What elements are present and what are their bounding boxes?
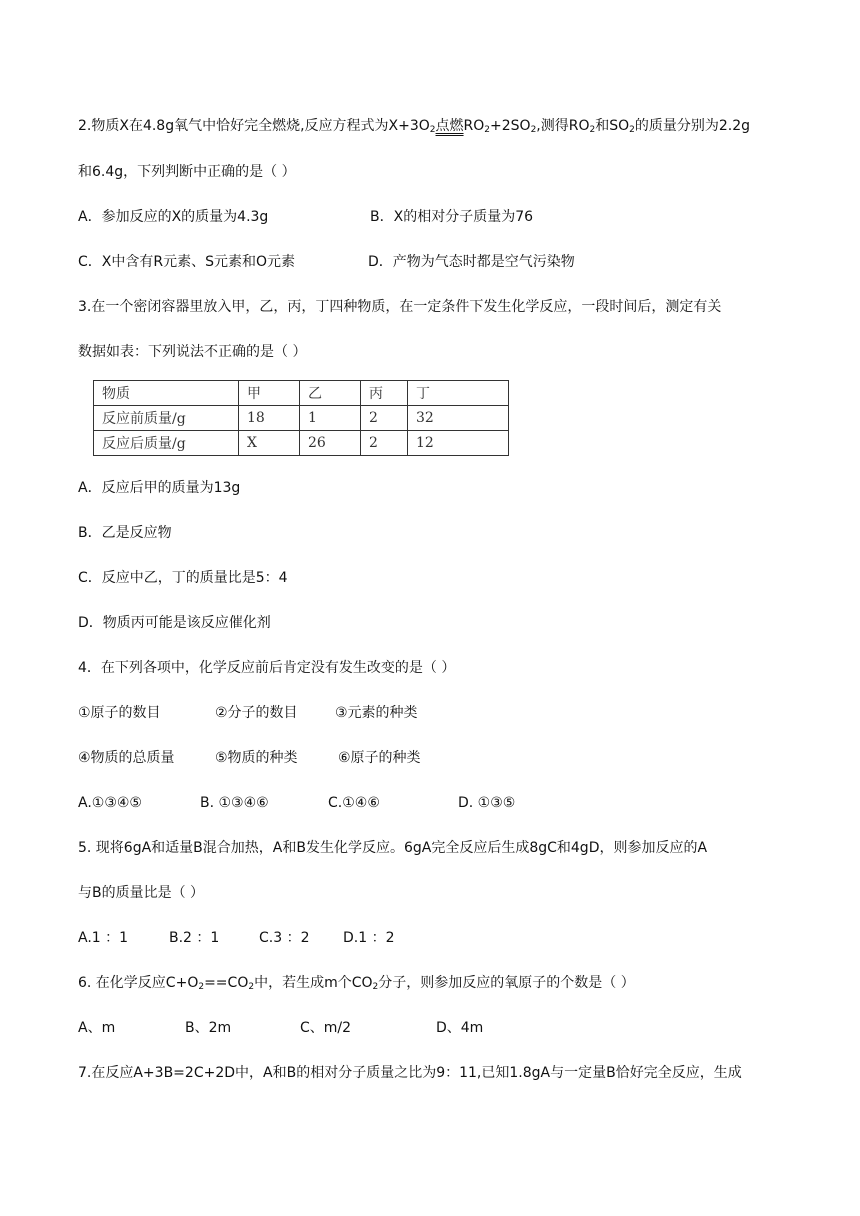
q3-option-b: B．乙是反应物	[78, 525, 172, 541]
q4-option-d: D. ①③⑤	[458, 795, 516, 811]
q4-option-c: C.①④⑥	[328, 795, 380, 811]
table-cell: 乙	[300, 381, 361, 406]
q5-option-b: B.2 ：1	[169, 930, 220, 946]
q5-stem-line2: 与B的质量比是（ ）	[78, 885, 205, 901]
q4-stem: 4．在下列各项中，化学反应前后肯定没有发生改变的是（ ）	[78, 660, 456, 676]
table-cell: 物质	[94, 381, 239, 406]
table-cell: 18	[239, 406, 300, 431]
q6-option-a: A、m	[78, 1020, 116, 1036]
q6-stem: 6. 在化学反应$C+O_2==CO_2$中，若生成m个$CO_2$分子，则参加反应的氧原子的个数是（ ）	[78, 975, 635, 992]
q5-option-a: A.1 ：1	[78, 930, 129, 946]
table-cell: X	[239, 431, 300, 456]
data-table	[93, 380, 509, 456]
q2-stem-line1: 2.物质X在4.8g氧气中恰好完全燃烧,反应方程式为$X+3O_2$点燃$RO_2+2SO_2$,测得$RO_2$和$SO_2$的质量分别为2.2g	[78, 118, 751, 135]
q7-stem-line1: 7.在反应A+3B=2C+2D中，A和B的相对分子质量之比为9：11,已知1.8gA与一定量B恰好完全反应，生成	[78, 1065, 742, 1081]
q6-option-c: C、m/2	[300, 1020, 352, 1036]
q3-option-d: D．物质丙可能是该反应催化剂	[78, 615, 271, 631]
q2-option-c: C．X中含有R元素、S元素和O元素	[78, 254, 295, 270]
q3-stem-line1: 3.在一个密闭容器里放入甲，乙，丙，丁四种物质，在一定条件下发生化学反应，一段时间后，测定有关	[78, 299, 722, 315]
q2-stem-line2: 和6.4g，下列判断中正确的是（ ）	[78, 164, 296, 180]
q4-item-3: ③元素的种类	[335, 705, 418, 721]
q4-item-4: ④物质的总质量	[78, 750, 175, 766]
q2-option-a: A．参加反应的X的质量为4.3g	[78, 209, 269, 225]
table-cell: 2	[361, 406, 408, 431]
table-cell: 丙	[361, 381, 408, 406]
table-cell: 2	[361, 431, 408, 456]
table-cell: 26	[300, 431, 361, 456]
table-cell: 反应后质量/g	[94, 431, 239, 456]
q3-stem-line2: 数据如表：下列说法不正确的是（ ）	[78, 344, 307, 360]
q5-option-c: C.3 ：2	[259, 930, 310, 946]
reaction-condition: 点燃	[435, 118, 464, 134]
table-cell: 甲	[239, 381, 300, 406]
q5-option-d: D.1 ：2	[343, 930, 395, 946]
q5-stem-line1: 5. 现将6gA和适量B混合加热，A和B发生化学反应。6gA完全反应后生成8gC和4gD，则参加反应的A	[78, 840, 708, 856]
q4-item-2: ②分子的数目	[215, 705, 298, 721]
table-cell: 丁	[408, 381, 509, 406]
table-cell: 32	[408, 406, 509, 431]
table-cell: 反应前质量/g	[94, 406, 239, 431]
q6-option-d: D、4m	[436, 1020, 484, 1036]
q4-option-b: B. ①③④⑥	[200, 795, 269, 811]
table-row	[94, 431, 509, 456]
q4-item-5: ⑤物质的种类	[215, 750, 298, 766]
q4-item-6: ⑥原子的种类	[338, 750, 421, 766]
q2-option-d: D．产物为气态时都是空气污染物	[368, 254, 575, 270]
q3-option-c: C．反应中乙，丁的质量比是5：4	[78, 570, 288, 586]
q6-option-b: B、2m	[185, 1020, 232, 1036]
q4-option-a: A.①③④⑤	[78, 795, 142, 811]
table-header-row	[94, 381, 509, 406]
table-cell: 1	[300, 406, 361, 431]
table-cell: 12	[408, 431, 509, 456]
q2-option-b: B．X的相对分子质量为76	[370, 209, 534, 225]
table-row	[94, 406, 509, 431]
q4-item-1: ①原子的数目	[78, 705, 161, 721]
q3-option-a: A．反应后甲的质量为13g	[78, 480, 241, 496]
